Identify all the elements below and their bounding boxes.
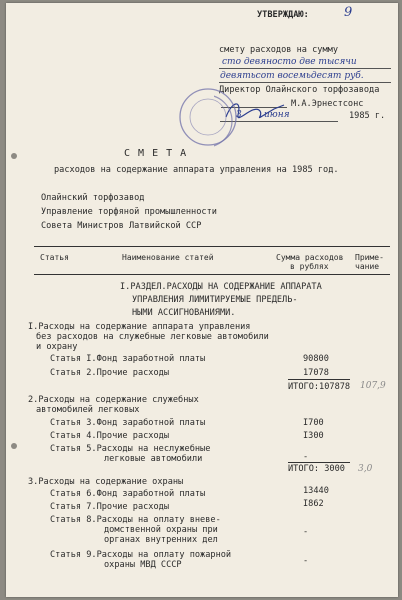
approval-title: УТВЕРЖДАЮ: xyxy=(257,10,309,20)
approval-line: смету расходов на сумму xyxy=(219,45,338,55)
pencil-note: 3,0 xyxy=(358,464,373,474)
approval-handwritten-amount: девятьсот восемьдесят руб. xyxy=(220,71,364,81)
article-value: - xyxy=(303,556,309,566)
approval-handwritten-amount: сто девяносто две тысячи xyxy=(222,57,357,67)
article-value: - xyxy=(303,527,309,537)
approval-date-year: 1985 г. xyxy=(349,111,386,121)
approval-date-day: 3 xyxy=(236,110,242,120)
org-line: Олайнский торфозавод xyxy=(41,193,145,203)
org-line: Совета Министров Латвийской ССР xyxy=(41,221,202,231)
column-header-article: Статья xyxy=(40,253,69,262)
document-subtitle: расходов на содержание аппарата управления на 1985 год. xyxy=(54,165,339,175)
article-label-cont: легковые автомобили xyxy=(104,454,203,464)
group-title: автомобилей легковых xyxy=(36,405,140,415)
article-label: Статья 6.Фонд заработной платы xyxy=(50,489,206,499)
table-top-rule xyxy=(34,246,390,247)
approval-signer: М.А.Эрнестсонс xyxy=(291,99,364,109)
article-value: 17078 xyxy=(303,368,329,378)
article-label-cont: охраны МВД СССР xyxy=(104,560,182,570)
article-value: - xyxy=(303,452,309,462)
article-label: Статья 7.Прочие расходы xyxy=(50,502,169,512)
article-value: I700 xyxy=(303,418,324,428)
section-title: I.РАЗДЕЛ.РАСХОДЫ НА СОДЕРЖАНИЕ АППАРАТА xyxy=(120,282,322,292)
group-title: I.Расходы на содержание аппарата управления xyxy=(28,322,251,332)
approval-date-month: июня xyxy=(264,110,290,120)
pencil-note: 107,9 xyxy=(360,381,386,391)
group-title: 2.Расходы на содержание служебных xyxy=(28,395,199,405)
article-label: Статья 8.Расходы на оплату вневе- xyxy=(50,515,221,525)
group-title: 3.Расходы на содержание охраны xyxy=(28,477,184,487)
subtotal-rule xyxy=(288,462,350,463)
section-title: УПРАВЛЕНИЯ ЛИМИТИРУЕМЫЕ ПРЕДЕЛЬ- xyxy=(132,295,298,305)
article-label: Статья 4.Прочие расходы xyxy=(50,431,169,441)
article-label: Статья 2.Прочие расходы xyxy=(50,368,169,378)
article-label-cont: органах внутренних дел xyxy=(104,535,218,545)
article-label: Статья 5.Расходы на неслужебные xyxy=(50,444,211,454)
article-value: I300 xyxy=(303,431,324,441)
column-header-note-2: чание xyxy=(355,262,380,271)
table-header-rule xyxy=(34,274,390,275)
signature-and-stamp xyxy=(214,81,392,151)
column-header-sum-unit: в рублях xyxy=(290,262,329,271)
article-label: Статья 9.Расходы на оплату пожарной xyxy=(50,550,232,560)
column-header-sum: Сумма расходов xyxy=(276,253,344,262)
document-title: С М Е Т А xyxy=(124,148,188,159)
column-header-note: Приме- xyxy=(355,253,384,262)
article-value: 90800 xyxy=(303,354,329,364)
article-value: 13440 xyxy=(303,486,329,496)
punch-hole xyxy=(11,153,17,159)
section-title: НЫМИ АССИГНОВАНИЯМИ. xyxy=(132,308,236,318)
page-number: 9 xyxy=(344,5,353,20)
group-total: ИТОГО:107878 xyxy=(288,382,351,392)
punch-hole xyxy=(11,443,17,449)
document-sheet xyxy=(6,3,398,597)
group-total: ИТОГО: 3000 xyxy=(288,464,345,474)
article-label: Статья I.Фонд заработной платы xyxy=(50,354,206,364)
article-label: Статья 3.Фонд заработной платы xyxy=(50,418,206,428)
column-header-name: Наименование статей xyxy=(122,253,214,262)
approval-director: Директор Олайнского торфозавода xyxy=(219,85,380,95)
divider xyxy=(219,68,391,69)
org-line: Управление торфяной промышленности xyxy=(41,207,217,217)
article-value: I862 xyxy=(303,499,324,509)
official-stamp-icon xyxy=(176,85,240,149)
article-label-cont: домственной охраны при xyxy=(104,525,218,535)
group-title: без расходов на служебные легковые автомобили xyxy=(36,332,269,342)
group-title: и охрану xyxy=(36,342,78,352)
subtotal-rule xyxy=(288,379,350,380)
